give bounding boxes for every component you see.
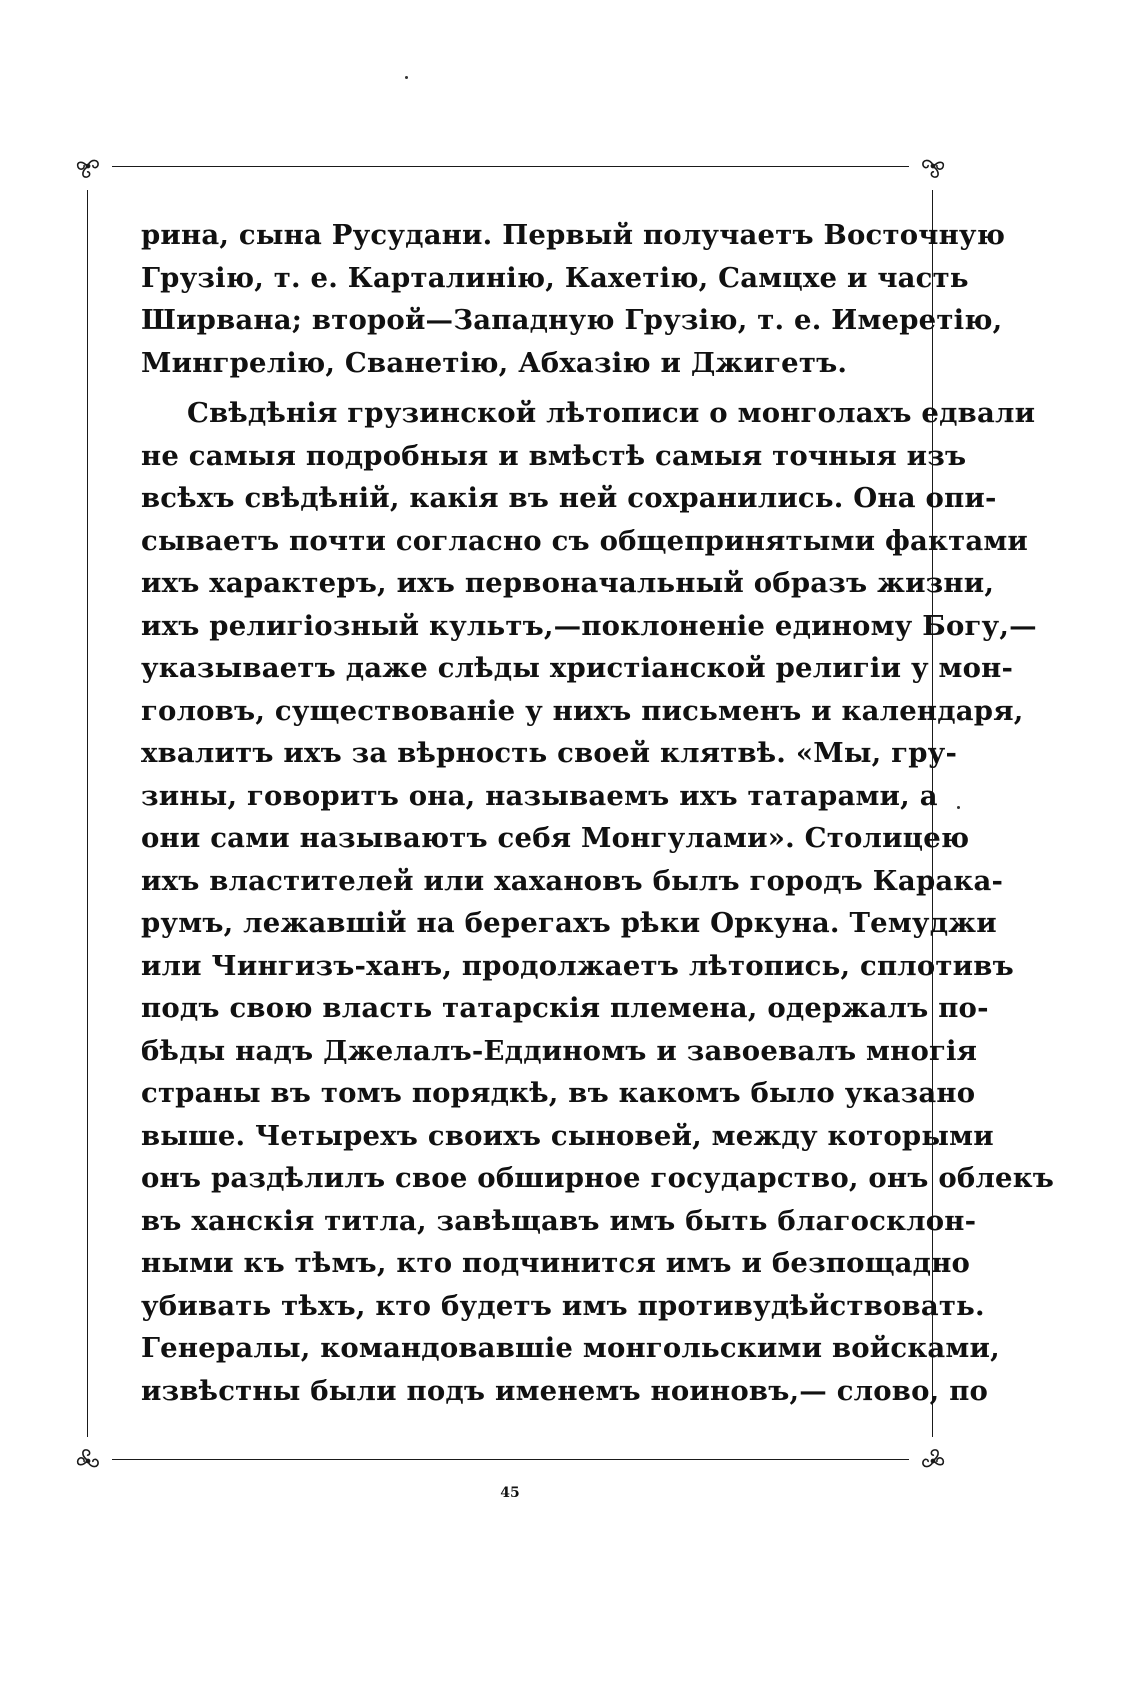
- text-line: или Чингизъ-ханъ, продолжаетъ лѣтопись, сплотивъ: [141, 949, 1014, 982]
- body-text: [141, 214, 1055, 1412]
- text-line: бѣды надъ Джелалъ-Еддиномъ и завоевалъ многія: [141, 1034, 978, 1067]
- text-line: головъ, существованіе у нихъ письменъ и календаря,: [141, 694, 1024, 727]
- text-line: всѣхъ свѣдѣній, какія въ ней сохранились. Она опи-: [141, 482, 997, 514]
- text-line: рина, сына Русудани. Первый получаетъ Восточную: [141, 219, 1006, 251]
- text-line: они сами называютъ себя Монгулами». Столицею: [141, 822, 970, 854]
- paragraph-1: [141, 214, 1006, 384]
- corner-flourish-icon: [909, 1437, 949, 1477]
- corner-flourish-icon: [909, 150, 949, 190]
- text-line: Ширвана; второй—Западную Грузію, т. е. Имеретію,: [141, 304, 1003, 336]
- paragraph-2: [141, 392, 1055, 1412]
- text-line: ихъ властителей или хахановъ былъ городъ Карака-: [141, 864, 1004, 897]
- page-number: 45: [500, 1485, 520, 1501]
- text-line: Генералы, командовавшіе монгольскими войсками,: [141, 1332, 1000, 1364]
- text-line: не самыя подробныя и вмѣстѣ самыя точныя изъ: [141, 439, 967, 472]
- text-line: ихъ характеръ, ихъ первоначальный образъ жизни,: [141, 567, 995, 599]
- text-line: онъ раздѣлилъ свое обширное государство, онъ облекъ: [141, 1162, 1055, 1194]
- text-line: подъ свою власть татарскія племена, одержалъ по-: [141, 992, 989, 1024]
- text-line: въ ханскія титла, завѣщавъ имъ быть благосклон-: [141, 1204, 977, 1237]
- text-line: хвалитъ ихъ за вѣрность своей клятвѣ. «Мы, гру-: [141, 737, 958, 769]
- scan-speck: [405, 76, 408, 79]
- text-line: убивать тѣхъ, кто будетъ имъ противудѣйствовать.: [141, 1289, 985, 1322]
- text-line: указываетъ даже слѣды христіанской религіи у мон-: [141, 652, 1014, 684]
- text-line: извѣстны были подъ именемъ ноиновъ,— слово, по: [141, 1374, 989, 1407]
- text-line: Грузію, т. е. Карталинію, Кахетію, Самцхе и часть: [141, 261, 969, 294]
- scan-speck: [957, 806, 960, 809]
- text-line: ихъ религіозный культъ,—поклоненіе единому Богу,—: [141, 609, 1037, 642]
- text-line: зины, говоритъ она, называемъ ихъ татарами, а: [141, 779, 938, 812]
- corner-flourish-icon: [72, 1437, 112, 1477]
- text-line: выше. Четырехъ своихъ сыновей, между которыми: [141, 1119, 994, 1152]
- text-line: румъ, лежавшій на берегахъ рѣки Оркуна. Темуджи: [141, 907, 997, 939]
- corner-flourish-icon: [72, 150, 112, 190]
- text-line: Мингрелію, Сванетію, Абхазію и Джигетъ.: [141, 346, 848, 379]
- text-line: ными къ тѣмъ, кто подчинится имъ и безпощадно: [141, 1247, 971, 1279]
- text-line: страны въ томъ порядкѣ, въ какомъ было указано: [141, 1077, 976, 1109]
- text-line: сываетъ почти согласно съ общепринятыми фактами: [141, 524, 1029, 557]
- text-line: Свѣдѣнія грузинской лѣтописи о монголахъ едвали: [187, 397, 1036, 429]
